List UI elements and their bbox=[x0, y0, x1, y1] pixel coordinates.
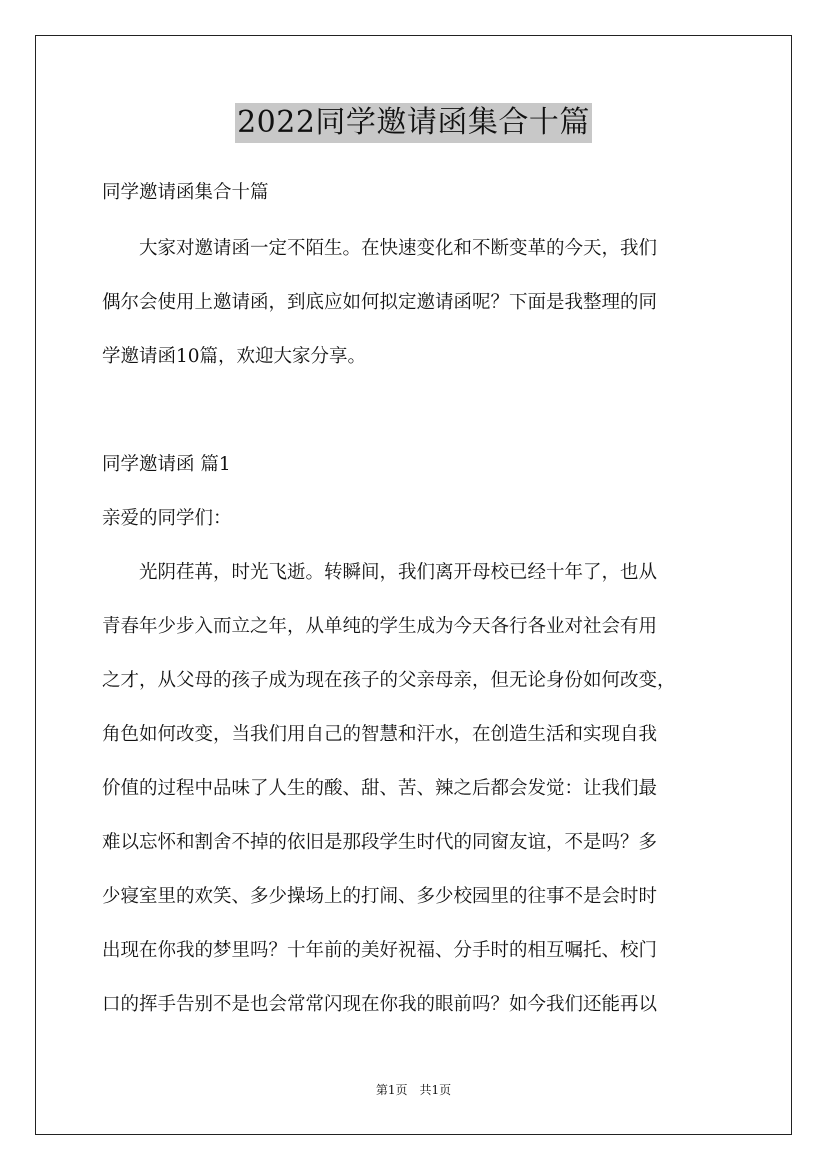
body-line-4: 角色如何改变，当我们用自己的智慧和汗水，在创造生活和实现自我 bbox=[102, 724, 658, 745]
salutation: 亲爱的同学们： bbox=[102, 508, 232, 529]
page-number-footer: 第1页 共1页 bbox=[375, 1083, 452, 1097]
title-container bbox=[0, 103, 827, 143]
body-line-8: 出现在你我的梦里吗？十年前的美好祝福、分手时的相互嘱托、校门 bbox=[102, 940, 658, 961]
body-line-2: 青春年少步入而立之年，从单纯的学生成为今天各行各业对社会有用 bbox=[102, 616, 658, 637]
intro-line-3: 学邀请函10篇，欢迎大家分享。 bbox=[102, 346, 367, 367]
body-line-3: 之才，从父母的孩子成为现在孩子的父亲母亲，但无论身份如何改变， bbox=[102, 670, 676, 691]
body-line-9: 口的挥手告别不是也会常常闪现在你我的眼前吗？如今我们还能再以 bbox=[102, 994, 658, 1015]
body-line-6: 难以忘怀和割舍不掉的依旧是那段学生时代的同窗友谊，不是吗？多 bbox=[102, 832, 658, 853]
document-title: 2022同学邀请函集合十篇 bbox=[235, 103, 592, 143]
document-subtitle: 同学邀请函集合十篇 bbox=[102, 182, 269, 203]
intro-line-1: 大家对邀请函一定不陌生。在快速变化和不断变革的今天，我们 bbox=[102, 238, 658, 259]
section-heading: 同学邀请函 篇1 bbox=[102, 454, 231, 475]
body-line-1: 光阴荏苒，时光飞逝。转瞬间，我们离开母校已经十年了，也从 bbox=[102, 562, 658, 583]
body-line-7: 少寝室里的欢笑、多少操场上的打闹、多少校园里的往事不是会时时 bbox=[102, 886, 658, 907]
body-line-5: 价值的过程中品味了人生的酸、甜、苦、辣之后都会发觉：让我们最 bbox=[102, 778, 658, 799]
intro-line-2: 偶尔会使用上邀请函，到底应如何拟定邀请函呢？下面是我整理的同 bbox=[102, 292, 658, 313]
